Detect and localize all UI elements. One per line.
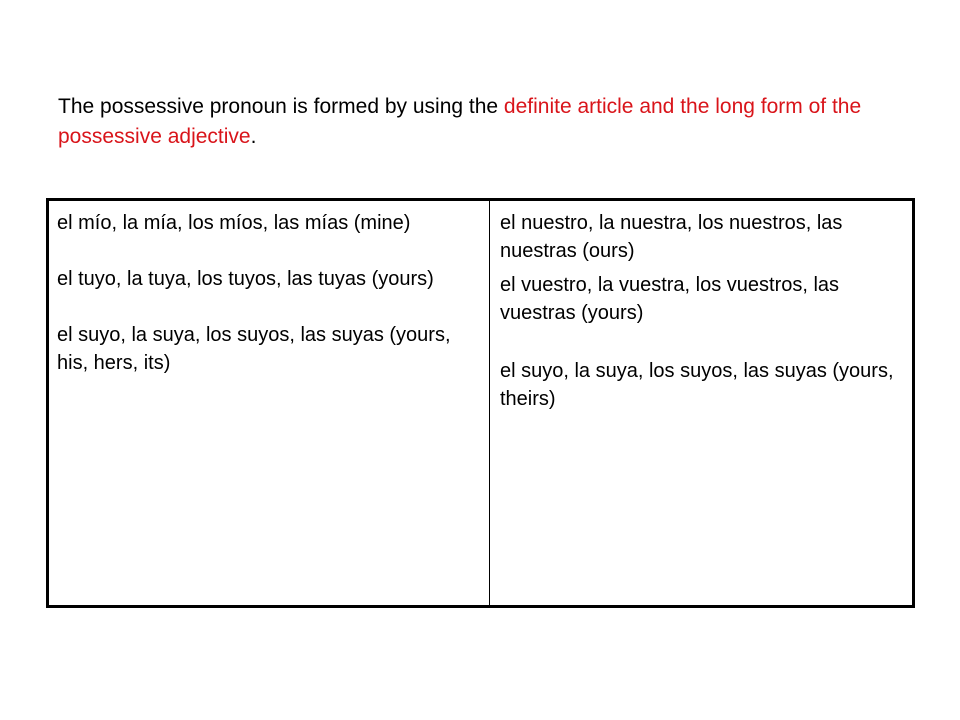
pronoun-entry-theirs: el suyo, la suya, los suyos, las suyas (yours, theirs) (500, 360, 894, 410)
intro-text (58, 92, 908, 152)
pronoun-entry-mine: el mío, la mía, los míos, las mías (mine) (57, 212, 411, 234)
pronoun-table (46, 198, 915, 608)
pronoun-entry-ours: el nuestro, la nuestra, los nuestros, las nuestras (ours) (500, 212, 843, 262)
pronoun-entry-yours-singular: el tuyo, la tuya, los tuyos, las tuyas (yours) (57, 268, 434, 290)
pronoun-entry-his-hers: el suyo, la suya, los suyos, las suyas (yours, his, hers, its) (57, 324, 451, 374)
intro-end: . (250, 125, 257, 148)
table-column-plural (490, 201, 912, 605)
table-column-singular (49, 201, 490, 605)
intro-highlight: definite article and the long form of the possessive adjective (58, 95, 862, 148)
pronoun-entry-yours-plural: el vuestro, la vuestra, los vuestros, las vuestras (yours) (500, 274, 840, 324)
intro-plain: The possessive pronoun is formed by using the (58, 95, 504, 118)
